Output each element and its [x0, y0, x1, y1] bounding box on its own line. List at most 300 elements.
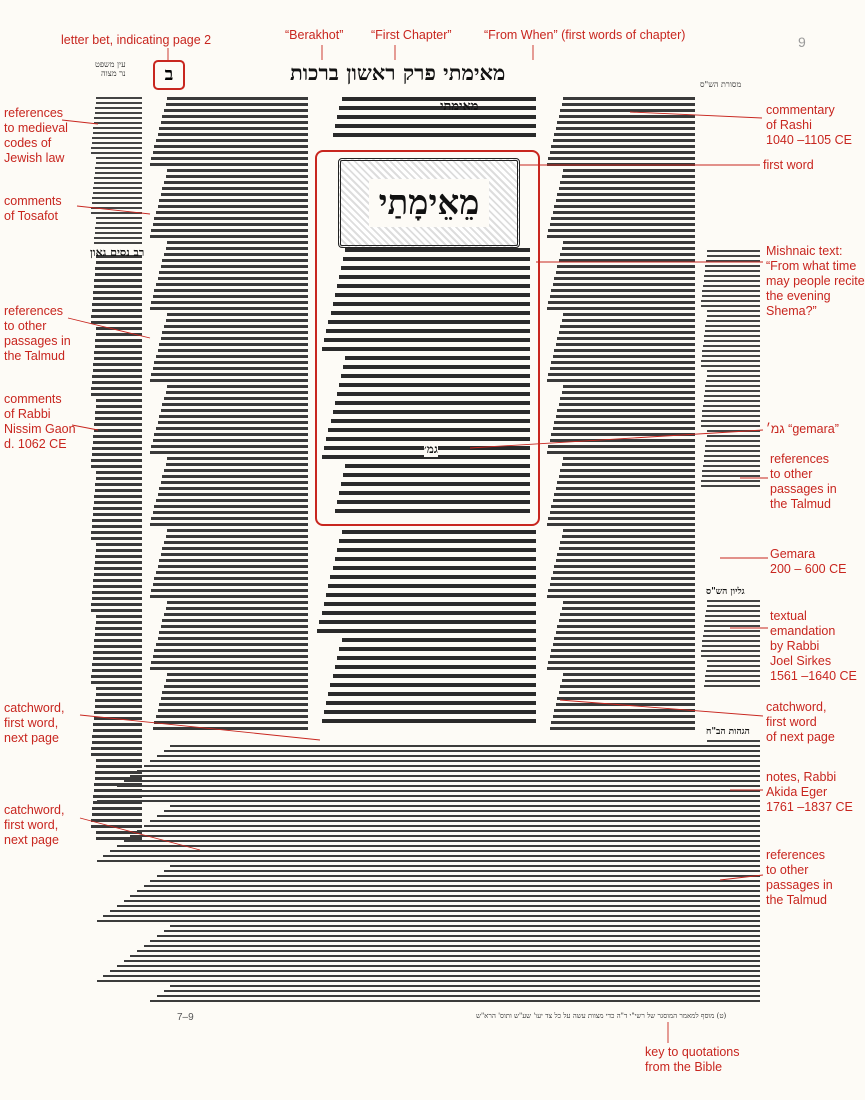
text-line — [153, 223, 308, 226]
text-line — [554, 421, 695, 424]
text-line — [326, 701, 536, 705]
text-line — [92, 663, 142, 666]
text-line — [339, 106, 536, 110]
text-line — [701, 650, 760, 652]
text-line — [335, 557, 536, 561]
text-line — [562, 535, 696, 538]
text-line — [548, 589, 695, 592]
text-line — [92, 735, 142, 738]
text-line — [167, 457, 308, 460]
text-line — [159, 487, 308, 490]
text-line — [164, 685, 308, 688]
text-line — [557, 625, 695, 628]
text-line — [95, 561, 142, 564]
text-line — [95, 417, 142, 420]
annotation-refs-talmud-right-2: references to other passages in the Talmud — [766, 848, 833, 907]
text-line — [94, 182, 142, 184]
text-line — [92, 519, 142, 522]
text-line — [95, 489, 142, 492]
text-line — [704, 340, 760, 342]
text-line — [547, 667, 696, 670]
text-line — [153, 367, 308, 370]
text-line — [110, 970, 760, 972]
text-line — [158, 349, 308, 352]
text-line — [150, 880, 760, 882]
text-line — [91, 459, 142, 462]
text-line — [556, 559, 696, 562]
text-line — [158, 205, 308, 208]
text-line — [557, 409, 695, 412]
text-line — [153, 583, 308, 586]
text-line — [154, 577, 308, 580]
text-line — [117, 965, 760, 967]
text-line — [702, 470, 760, 472]
text-line — [96, 615, 142, 618]
text-line — [166, 535, 308, 538]
text-line — [96, 162, 142, 164]
text-line — [337, 656, 536, 660]
masoret-hashas-column — [700, 250, 760, 490]
text-line — [91, 393, 142, 396]
text-line — [170, 865, 760, 867]
text-line — [150, 667, 308, 670]
text-line — [94, 495, 142, 498]
text-line — [166, 103, 308, 106]
text-line — [705, 615, 760, 617]
text-line — [550, 511, 696, 514]
text-line — [563, 169, 695, 172]
text-line — [550, 583, 696, 586]
text-line — [159, 631, 308, 634]
text-line — [342, 638, 536, 642]
text-line — [93, 297, 142, 300]
text-line — [95, 167, 142, 169]
text-line — [103, 915, 760, 917]
annotation-from-when: “From When” (first words of chapter) — [484, 28, 686, 42]
text-line — [705, 390, 760, 392]
text-line — [337, 548, 536, 552]
text-line — [153, 295, 308, 298]
text-line — [150, 820, 760, 822]
text-line — [559, 403, 696, 406]
text-line — [166, 247, 308, 250]
text-line — [93, 507, 142, 510]
text-line — [92, 309, 142, 312]
text-line — [161, 481, 308, 484]
text-line — [319, 620, 536, 624]
text-line — [167, 673, 308, 676]
text-line — [707, 665, 760, 667]
text-line — [96, 405, 142, 408]
text-line — [557, 193, 695, 196]
text-line — [701, 420, 760, 422]
text-line — [144, 945, 760, 947]
text-line — [162, 547, 308, 550]
text-line — [161, 625, 308, 628]
text-line — [333, 133, 536, 137]
text-line — [157, 815, 760, 817]
text-line — [153, 151, 308, 154]
annotation-mishnaic-text: Mishnaic text: “From what time may people recite the evening Shema?” — [766, 244, 865, 318]
text-line — [156, 139, 308, 142]
text-line — [553, 211, 696, 214]
text-line — [547, 451, 696, 454]
text-line — [705, 270, 760, 272]
text-line — [166, 607, 308, 610]
text-line — [91, 152, 142, 154]
text-line — [551, 505, 695, 508]
text-line — [103, 795, 760, 797]
text-line — [330, 683, 536, 687]
text-line — [164, 810, 760, 812]
text-line — [560, 181, 695, 184]
text-line — [704, 335, 760, 337]
text-line — [556, 487, 696, 490]
text-line — [117, 845, 760, 847]
text-line — [550, 367, 696, 370]
text-line — [93, 363, 142, 366]
text-line — [96, 217, 142, 219]
text-line — [707, 430, 760, 432]
text-line — [150, 163, 308, 166]
text-line — [563, 673, 695, 676]
text-line — [91, 387, 142, 390]
text-line — [92, 741, 142, 744]
text-line — [562, 247, 696, 250]
text-line — [703, 285, 760, 287]
text-line — [96, 399, 142, 402]
text-line — [547, 379, 696, 382]
text-line — [551, 145, 695, 148]
text-line — [707, 740, 760, 742]
text-line — [553, 139, 696, 142]
text-line — [554, 565, 695, 568]
text-line — [153, 655, 308, 658]
text-line — [158, 421, 308, 424]
text-line — [166, 391, 308, 394]
text-line — [96, 222, 142, 224]
text-line — [707, 435, 760, 437]
text-line — [154, 721, 308, 724]
text-line — [154, 361, 308, 364]
text-line — [705, 325, 760, 327]
text-line — [96, 477, 142, 480]
text-line — [94, 177, 142, 179]
annotation-refs-talmud-left: references to other passages in the Talmud — [4, 304, 71, 363]
text-line — [322, 719, 536, 723]
text-line — [339, 647, 536, 651]
text-line — [702, 295, 760, 297]
text-line — [94, 717, 142, 720]
text-line — [705, 445, 760, 447]
text-line — [92, 669, 142, 672]
text-line — [548, 373, 695, 376]
text-line — [92, 197, 142, 199]
text-line — [94, 279, 142, 282]
text-line — [164, 397, 308, 400]
text-line — [707, 250, 760, 252]
bottom-commentary — [90, 745, 760, 1005]
text-line — [158, 709, 308, 712]
text-line — [166, 319, 308, 322]
text-line — [562, 679, 696, 682]
text-line — [705, 680, 760, 682]
bottom-page-ref: 7–9 — [177, 1012, 194, 1023]
text-line — [93, 657, 142, 660]
text-line — [162, 259, 308, 262]
text-line — [91, 603, 142, 606]
bible-key-footer: (ט) מוסף למאמר המוסגר של רשי"י ד"ה כדי מצוות עשה על כל צד יעו' שע"ש ותוס' הרא"ש — [476, 1012, 727, 1020]
text-line — [95, 699, 142, 702]
text-line — [161, 553, 308, 556]
text-line — [159, 271, 308, 274]
text-line — [704, 460, 760, 462]
text-line — [557, 697, 695, 700]
text-line — [704, 630, 760, 632]
text-line — [157, 935, 760, 937]
text-line — [94, 351, 142, 354]
text-line — [124, 900, 761, 902]
text-line — [97, 800, 760, 802]
text-line — [703, 345, 760, 347]
text-line — [94, 711, 142, 714]
text-line — [333, 674, 536, 678]
gemara-text-left-top — [315, 97, 536, 145]
text-line — [554, 709, 695, 712]
text-line — [556, 415, 696, 418]
text-line — [701, 485, 760, 487]
text-line — [96, 471, 142, 474]
text-line — [103, 855, 760, 857]
text-line — [548, 445, 695, 448]
text-line — [550, 727, 696, 730]
text-line — [701, 425, 760, 427]
text-line — [560, 253, 695, 256]
text-line — [151, 589, 308, 592]
text-line — [93, 579, 142, 582]
text-line — [335, 124, 536, 128]
text-line — [328, 584, 536, 588]
text-line — [151, 157, 308, 160]
text-line — [702, 350, 760, 352]
text-line — [159, 703, 308, 706]
text-line — [92, 591, 142, 594]
text-line — [562, 607, 696, 610]
text-line — [551, 361, 695, 364]
text-line — [110, 850, 760, 852]
text-line — [151, 661, 308, 664]
text-line — [560, 397, 695, 400]
text-line — [706, 670, 760, 672]
ein-mishpat-column — [90, 97, 142, 247]
text-line — [705, 450, 760, 452]
text-line — [702, 415, 760, 417]
text-line — [560, 685, 695, 688]
text-line — [562, 463, 696, 466]
text-line — [153, 511, 308, 514]
text-line — [554, 637, 695, 640]
text-line — [154, 505, 308, 508]
text-line — [157, 755, 760, 757]
text-line — [707, 375, 760, 377]
text-line — [704, 455, 760, 457]
text-line — [137, 770, 760, 772]
text-line — [130, 835, 760, 837]
text-line — [95, 555, 142, 558]
text-line — [707, 310, 760, 312]
text-line — [337, 115, 536, 119]
annotation-catchword-left-1: catchword, first word, next page — [4, 701, 65, 745]
text-line — [91, 147, 142, 149]
text-line — [97, 920, 760, 922]
text-line — [322, 611, 536, 615]
text-line — [96, 621, 142, 624]
text-line — [706, 320, 760, 322]
text-line — [94, 285, 142, 288]
text-line — [94, 567, 142, 570]
text-line — [553, 643, 696, 646]
text-line — [95, 267, 142, 270]
text-line — [324, 602, 536, 606]
text-line — [96, 261, 142, 264]
text-line — [137, 950, 760, 952]
text-line — [161, 697, 308, 700]
text-line — [94, 639, 142, 642]
text-line — [557, 337, 695, 340]
text-line — [158, 565, 308, 568]
text-line — [154, 217, 308, 220]
text-line — [161, 337, 308, 340]
text-line — [92, 453, 142, 456]
text-line — [563, 313, 695, 316]
text-line — [93, 369, 142, 372]
text-line — [553, 427, 696, 430]
text-line — [560, 469, 695, 472]
text-line — [707, 605, 760, 607]
text-line — [156, 715, 308, 718]
text-line — [92, 597, 142, 600]
text-line — [556, 271, 696, 274]
text-line — [93, 187, 142, 189]
text-line — [167, 529, 308, 532]
text-line — [550, 295, 696, 298]
annotation-key-bible: key to quotations from the Bible — [645, 1045, 740, 1074]
text-line — [150, 940, 760, 942]
text-line — [554, 493, 695, 496]
text-line — [159, 415, 308, 418]
text-line — [95, 345, 142, 348]
tosafot-column — [148, 97, 308, 737]
text-line — [704, 395, 760, 397]
text-line — [342, 97, 536, 101]
text-line — [547, 163, 696, 166]
text-line — [94, 423, 142, 426]
text-line — [333, 566, 536, 570]
text-line — [96, 543, 142, 546]
text-line — [164, 181, 308, 184]
rashi-column — [545, 97, 695, 737]
annotation-letter-bet: letter bet, indicating page 2 — [61, 33, 212, 47]
text-line — [164, 109, 308, 112]
text-line — [551, 217, 695, 220]
text-line — [130, 955, 760, 957]
text-line — [162, 691, 308, 694]
text-line — [164, 469, 308, 472]
text-line — [92, 447, 142, 450]
text-line — [551, 433, 695, 436]
text-line — [557, 265, 695, 268]
text-line — [701, 655, 760, 657]
text-line — [124, 780, 761, 782]
text-line — [151, 229, 308, 232]
text-line — [117, 785, 760, 787]
text-line — [150, 451, 308, 454]
text-line — [557, 553, 695, 556]
text-line — [560, 541, 695, 544]
text-line — [94, 122, 142, 124]
text-line — [92, 525, 142, 528]
text-line — [95, 705, 142, 708]
annotation-nissim: comments of Rabbi Nissim Gaon d. 1062 CE — [4, 392, 76, 451]
text-line — [95, 273, 142, 276]
text-line — [560, 325, 695, 328]
text-line — [556, 127, 696, 130]
text-line — [94, 645, 142, 648]
text-line — [150, 1000, 760, 1002]
first-word-ornament: מֵאֵימָתַי — [338, 158, 520, 248]
text-line — [150, 595, 308, 598]
text-line — [117, 905, 760, 907]
text-line — [162, 187, 308, 190]
text-line — [702, 410, 760, 412]
text-line — [92, 202, 142, 204]
text-line — [95, 232, 142, 234]
text-line — [159, 127, 308, 130]
text-line — [563, 601, 695, 604]
text-line — [704, 685, 760, 687]
text-line — [137, 830, 760, 832]
text-line — [162, 475, 308, 478]
text-line — [548, 157, 695, 160]
text-line — [124, 960, 761, 962]
text-line — [154, 145, 308, 148]
text-line — [167, 313, 308, 316]
text-line — [554, 205, 695, 208]
text-line — [151, 517, 308, 520]
text-line — [96, 687, 142, 690]
text-line — [150, 760, 760, 762]
text-line — [705, 675, 760, 677]
text-line — [161, 121, 308, 124]
text-line — [96, 333, 142, 336]
text-line — [93, 192, 142, 194]
text-line — [156, 283, 308, 286]
text-line — [548, 301, 695, 304]
text-line — [151, 301, 308, 304]
text-line — [559, 547, 696, 550]
text-line — [95, 633, 142, 636]
text-line — [556, 343, 696, 346]
text-line — [91, 315, 142, 318]
text-line — [94, 357, 142, 360]
text-line — [94, 237, 142, 239]
text-line — [328, 692, 536, 696]
text-line — [91, 675, 142, 678]
text-line — [159, 343, 308, 346]
text-line — [547, 523, 696, 526]
text-line — [326, 593, 536, 597]
text-line — [156, 499, 308, 502]
